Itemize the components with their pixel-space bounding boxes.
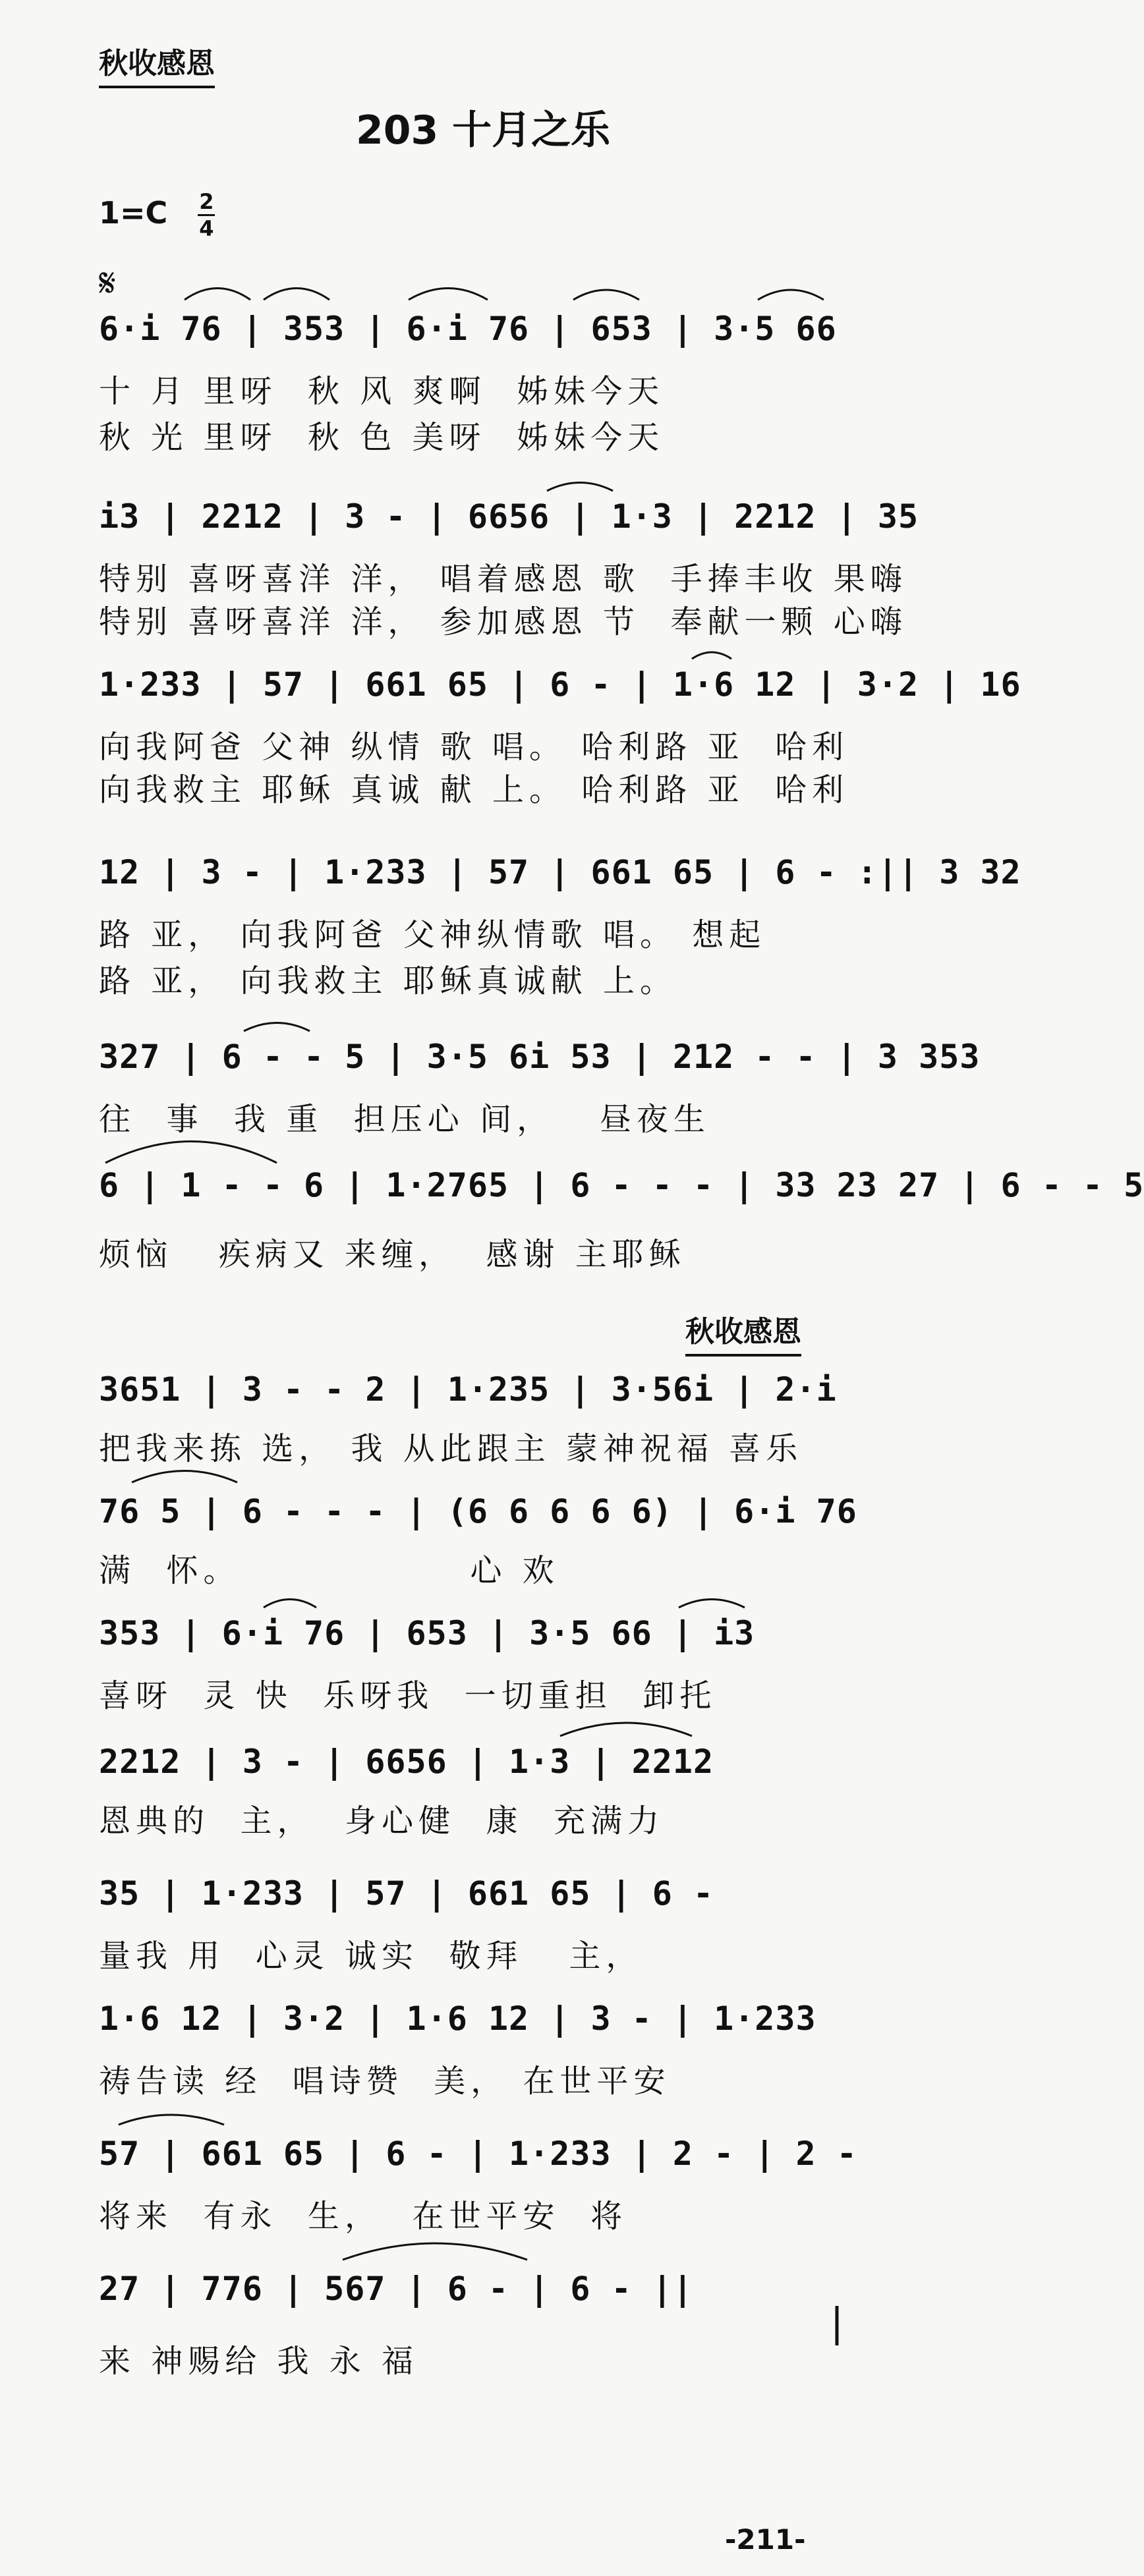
- key-label: 1=C: [99, 195, 168, 231]
- time-top: 2: [199, 189, 214, 214]
- slur-mark: [244, 1023, 310, 1032]
- lyric-line-14: 来 神赐给 我 永 福: [99, 2343, 419, 2380]
- section-tag-2: 秋收感恩: [685, 1308, 801, 1357]
- slur-mark: [264, 289, 329, 300]
- page-number: -211-: [725, 2523, 806, 2556]
- lyric-line-2b: 特别 喜呀喜洋 洋， 参加感恩 节 奉献一颗 心嗨: [99, 603, 907, 640]
- slur-mark: [692, 652, 731, 659]
- slur-mark: [758, 290, 824, 300]
- segno-icon: 𝄋: [99, 260, 116, 306]
- notation-line-14: 27 | 776 | 567 | 6 - | 6 - ||: [99, 2270, 693, 2308]
- lyric-line-4b: 路 亚， 向我救主 耶稣真诚献 上。: [99, 963, 677, 999]
- notation-line-10: 2212 | 3 - | 6656 | 1·3 | 2212: [99, 1743, 714, 1781]
- lyric-line-1a: 十 月 里呀 秋 风 爽啊 姊妹今天: [99, 373, 665, 410]
- lyric-line-10: 恩典的 主， 身心健 康 充满力: [99, 1803, 665, 1839]
- lyric-line-4a: 路 亚， 向我阿爸 父神纵情歌 唱。 想起: [99, 916, 766, 953]
- slur-mark: [185, 289, 250, 300]
- slur-mark: [343, 2243, 527, 2260]
- slur-mark: [105, 1142, 277, 1163]
- notation-line-3: 1·233 | 57 | 661 65 | 6 - | 1·6 12 | 3·2 | 16: [99, 665, 1021, 704]
- slur-mark: [264, 1600, 316, 1608]
- lyric-line-3a: 向我阿爸 父神 纵情 歌 唱。 哈利路 亚 哈利: [99, 729, 849, 766]
- lyric-line-11: 量我 用 心灵 诚实 敬拜 主，: [99, 1938, 643, 1974]
- notation-line-12: 1·6 12 | 3·2 | 1·6 12 | 3 - | 1·233: [99, 2000, 816, 2038]
- lyric-line-12: 祷告读 经 唱诗赞 美， 在世平安: [99, 2063, 671, 2100]
- slur-mark: [560, 1723, 692, 1736]
- slur-mark: [132, 1471, 237, 1483]
- section-tag: 秋收感恩: [99, 40, 215, 88]
- notation-line-4: 12 | 3 - | 1·233 | 57 | 661 65 | 6 - :|| 3 32: [99, 853, 1021, 891]
- lyric-line-8: 满 怀。 心 欢: [99, 1552, 559, 1589]
- notation-line-11: 35 | 1·233 | 57 | 661 65 | 6 -: [99, 1874, 714, 1913]
- lyric-line-7: 把我来拣 选， 我 从此跟主 蒙神祝福 喜乐: [99, 1430, 803, 1467]
- lyric-line-2a: 特别 喜呀喜洋 洋， 唱着感恩 歌 手捧丰收 果嗨: [99, 561, 907, 598]
- lyric-line-3b: 向我救主 耶稣 真诚 献 上。 哈利路 亚 哈利: [99, 771, 849, 808]
- slur-mark: [679, 1600, 745, 1608]
- notation-line-5: 327 | 6 - - 5 | 3·5 6i 53 | 212 - - | 3 353: [99, 1038, 981, 1076]
- notation-line-13: 57 | 661 65 | 6 - | 1·233 | 2 - | 2 -: [99, 2135, 857, 2173]
- time-bottom: 4: [199, 216, 214, 241]
- notation-line-2: i3 | 2212 | 3 - | 6656 | 1·3 | 2212 | 35: [99, 497, 919, 536]
- notation-line-9: 353 | 6·i 76 | 653 | 3·5 66 | i3: [99, 1614, 755, 1652]
- lyric-line-9: 喜呀 灵 快 乐呀我 一切重担 卸托: [99, 1677, 717, 1714]
- slur-mark: [409, 289, 488, 300]
- lyric-line-6: 烦恼 疾病又 来缠， 感谢 主耶稣: [99, 1236, 686, 1273]
- lyric-line-13: 将来 有永 生， 在世平安 将: [99, 2198, 628, 2235]
- notation-line-7: 3651 | 3 - - 2 | 1·235 | 3·56i | 2·i: [99, 1370, 837, 1409]
- notation-line-1: 6·i 76 | 353 | 6·i 76 | 653 | 3·5 66: [99, 310, 837, 348]
- notation-line-6: 6 | 1 - - 6 | 1·2765 | 6 - - - | 33 23 27 | 6 - - 5: [99, 1166, 1144, 1204]
- lyric-line-5: 往 事 我 重 担压心 间， 昼夜生: [99, 1101, 710, 1138]
- slur-mark: [547, 483, 613, 491]
- notation-line-8: 76 5 | 6 - - - | (6 6 6 6 6) | 6·i 76: [99, 1492, 857, 1530]
- slur-mark: [119, 2115, 224, 2125]
- hymn-title: 203 十月之乐: [356, 107, 611, 154]
- lyric-line-1b: 秋 光 里呀 秋 色 美呀 姊妹今天: [99, 419, 665, 456]
- slur-mark: [573, 290, 639, 300]
